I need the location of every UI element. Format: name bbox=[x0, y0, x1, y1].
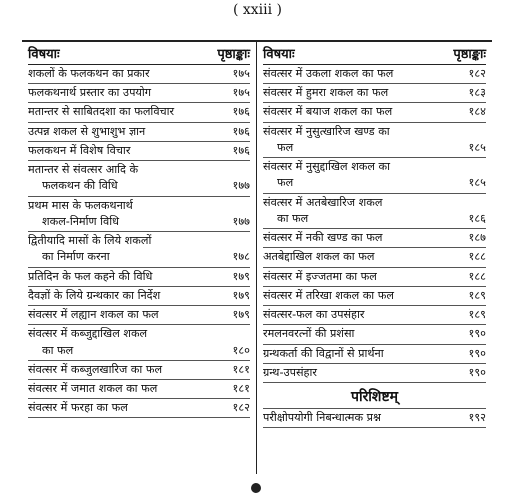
toc-entry-page: १९० bbox=[468, 327, 486, 341]
toc-entry-page: १७९ bbox=[232, 308, 250, 322]
toc-entry-title bbox=[263, 195, 446, 227]
toc-entry-line: संवत्सर में कब्जुद्दाखिल शकल bbox=[28, 327, 148, 341]
toc-entry-line: संवत्सर-फल का उपसंहार bbox=[263, 308, 365, 322]
toc-entry bbox=[263, 65, 486, 84]
toc-entry bbox=[28, 287, 250, 306]
toc-entry-title bbox=[28, 288, 210, 304]
toc-entry-line: संवत्सर में जमात शकल का फल bbox=[28, 381, 158, 395]
toc-entry-line: उत्पन्न शकल से शुभाशुभ ज्ञान bbox=[28, 124, 146, 138]
toc-entry bbox=[28, 325, 250, 360]
toc-entry-line: दैवज्ञों के लिये ग्रन्थकार का निर्देश bbox=[28, 288, 161, 302]
toc-entry bbox=[263, 103, 486, 122]
table-of-contents bbox=[22, 40, 492, 474]
toc-entry-title bbox=[263, 230, 446, 246]
toc-entry-page: १७५ bbox=[232, 86, 250, 100]
toc-entry-line: संवत्सर में उकला शकल का फल bbox=[263, 67, 394, 80]
toc-entry bbox=[28, 161, 250, 196]
toc-entry bbox=[28, 399, 250, 418]
toc-entry bbox=[263, 409, 486, 428]
toc-entry-line: रमलनवरत्नों की प्रशंसा bbox=[263, 327, 355, 341]
toc-entry-page: १७८ bbox=[232, 250, 250, 264]
toc-entry-page: १८७ bbox=[468, 231, 486, 245]
toc-left-list bbox=[28, 65, 250, 418]
toc-entry-page: १७६ bbox=[232, 124, 250, 138]
toc-entry-line: संवत्सर में हुमरा शकल का फल bbox=[263, 86, 389, 100]
toc-entry bbox=[28, 380, 250, 399]
toc-entry-line: शकलों के फलकथन का प्रकार bbox=[28, 67, 150, 80]
toc-entry bbox=[28, 123, 250, 142]
toc-entry-title bbox=[28, 400, 210, 416]
toc-entry-title bbox=[263, 326, 446, 342]
toc-entry-page: १८१ bbox=[232, 381, 250, 395]
toc-entry bbox=[28, 103, 250, 122]
toc-entry-line: शकल-निर्माण विधि bbox=[42, 214, 120, 228]
page-header: पृष्ठाङ्काः bbox=[453, 47, 486, 62]
toc-entry-title bbox=[28, 143, 210, 159]
toc-entry-page: १८८ bbox=[468, 269, 486, 283]
toc-entry-line: मतान्तर से संवत्सर आदि के bbox=[28, 163, 139, 177]
toc-entry-line: संवत्सर में नुसुत्खारिज खण्ड का bbox=[263, 124, 390, 138]
toc-entry-title bbox=[263, 269, 446, 285]
toc-entry-page: १८२ bbox=[232, 401, 250, 415]
toc-entry bbox=[28, 361, 250, 380]
toc-entry bbox=[263, 345, 486, 364]
subject-header: विषयाः bbox=[263, 47, 295, 62]
toc-entry-page: १७६ bbox=[232, 143, 250, 157]
toc-entry bbox=[263, 364, 486, 383]
toc-entry-title bbox=[263, 346, 446, 362]
appendix-list bbox=[263, 409, 486, 428]
toc-entry-line: फल bbox=[277, 176, 294, 190]
toc-entry-title bbox=[28, 326, 210, 358]
toc-left-column bbox=[22, 42, 257, 474]
toc-entry-page: १८० bbox=[232, 343, 250, 357]
toc-entry-line: ग्रन्थ-उपसंहार bbox=[263, 365, 317, 379]
toc-entry-page: १८५ bbox=[468, 140, 486, 154]
toc-entry-title bbox=[263, 307, 446, 323]
toc-entry bbox=[28, 197, 250, 232]
toc-entry bbox=[263, 229, 486, 248]
toc-entry-line: का निर्माण करना bbox=[42, 250, 110, 264]
toc-entry bbox=[263, 248, 486, 267]
toc-entry-line: का फल bbox=[277, 211, 309, 225]
toc-entry-line: फलकथन की विधि bbox=[42, 179, 118, 193]
toc-entry-line: फलकथनार्थ प्रस्तार का उपयोग bbox=[28, 86, 152, 100]
toc-entry-title bbox=[28, 85, 210, 101]
toc-entry-title bbox=[28, 269, 210, 285]
toc-entry bbox=[263, 268, 486, 287]
toc-entry-line: संवत्सर में फरहा का फल bbox=[28, 401, 128, 415]
toc-entry-page: १९० bbox=[468, 346, 486, 360]
toc-entry bbox=[263, 84, 486, 103]
toc-entry bbox=[263, 158, 486, 193]
toc-entry-page: १८३ bbox=[468, 86, 486, 100]
toc-entry-line: संवत्सर में तरिखा शकल का फल bbox=[263, 288, 394, 302]
toc-entry bbox=[263, 325, 486, 344]
toc-right-header bbox=[263, 42, 486, 65]
toc-entry-line: संवत्सर में कब्जुलखारिज का फल bbox=[28, 362, 163, 376]
toc-entry-page: १७९ bbox=[232, 269, 250, 283]
toc-entry-title bbox=[263, 249, 446, 265]
toc-entry-title bbox=[28, 124, 210, 140]
toc-entry-line: परीक्षोपयोगी निबन्धात्मक प्रश्न bbox=[263, 410, 381, 424]
toc-entry-line: संवत्सर में इज्जतमा का फल bbox=[263, 269, 377, 283]
toc-entry-line: द्वितीयादि मासों के लिये शकलों bbox=[28, 234, 152, 248]
toc-entry-page: १८१ bbox=[232, 362, 250, 376]
toc-entry-title bbox=[28, 381, 210, 397]
appendix-title: परिशिष्टम् bbox=[263, 383, 486, 409]
page-number: ( xxiii ) bbox=[232, 2, 283, 18]
toc-right-list bbox=[263, 65, 486, 383]
page-dot bbox=[251, 483, 261, 493]
toc-entry-page: १८५ bbox=[468, 176, 486, 190]
toc-entry-page: १९० bbox=[468, 365, 486, 379]
toc-entry-page: १८२ bbox=[468, 67, 486, 80]
toc-entry-line: ग्रन्थकर्ता की विद्वानों से प्रार्थना bbox=[263, 346, 384, 360]
toc-entry-title bbox=[263, 410, 446, 426]
toc-entry-title bbox=[28, 307, 210, 323]
toc-entry bbox=[263, 123, 486, 158]
toc-entry-title bbox=[28, 104, 210, 120]
toc-entry-line: प्रतिदिन के फल कहने की विधि bbox=[28, 269, 153, 283]
toc-entry-line: संवत्सर में अतबेखारिज शकल bbox=[263, 195, 383, 209]
toc-entry bbox=[28, 306, 250, 325]
toc-entry-title bbox=[263, 288, 446, 304]
toc-entry-page: १८४ bbox=[468, 105, 486, 119]
toc-entry-line: अतबेद्दाखिल शकल का फल bbox=[263, 250, 375, 264]
toc-entry-title bbox=[263, 365, 446, 381]
toc-entry-line: फल bbox=[277, 140, 294, 154]
toc-entry-page: १७६ bbox=[232, 105, 250, 119]
toc-entry bbox=[263, 306, 486, 325]
toc-entry-line: संवत्सर में लह्यान शकल का फल bbox=[28, 308, 159, 322]
toc-entry-title bbox=[263, 124, 446, 156]
toc-entry-line: संवत्सर में नुसुद्दाखिल शकल का bbox=[263, 160, 391, 174]
toc-entry-page: १७७ bbox=[232, 179, 250, 193]
toc-entry bbox=[28, 232, 250, 267]
toc-entry-page: १७९ bbox=[232, 288, 250, 302]
toc-entry-page: १८९ bbox=[468, 288, 486, 302]
toc-entry-title bbox=[28, 66, 210, 82]
toc-entry-title bbox=[28, 362, 210, 378]
toc-entry-page: १८८ bbox=[468, 250, 486, 264]
toc-entry bbox=[263, 194, 486, 229]
toc-entry-title bbox=[263, 85, 446, 101]
toc-entry-page: १८९ bbox=[468, 308, 486, 322]
toc-entry-line: प्रथम मास के फलकथनार्थ bbox=[28, 198, 133, 212]
toc-right-column bbox=[257, 42, 492, 474]
toc-entry-page: १७७ bbox=[232, 214, 250, 228]
subject-header: विषयाः bbox=[28, 47, 60, 62]
toc-entry-line: मतान्तर से साबितदशा का फलविचार bbox=[28, 105, 175, 119]
page-header: पृष्ठाङ्काः bbox=[217, 47, 250, 62]
toc-entry-page: १७५ bbox=[232, 67, 250, 80]
toc-entry-line: संवत्सर में बयाज शकल का फल bbox=[263, 105, 393, 119]
toc-entry bbox=[28, 84, 250, 103]
toc-entry bbox=[28, 142, 250, 161]
toc-entry-title bbox=[28, 162, 210, 194]
toc-left-header bbox=[28, 42, 250, 65]
toc-entry-line: का फल bbox=[42, 343, 74, 357]
toc-entry-page: १८६ bbox=[468, 211, 486, 225]
toc-entry-line: फलकथन में विशेष विचार bbox=[28, 143, 131, 157]
toc-entry-title bbox=[263, 66, 446, 82]
toc-entry-title bbox=[28, 198, 210, 230]
toc-entry bbox=[28, 268, 250, 287]
toc-entry-title bbox=[28, 233, 210, 265]
toc-entry-title bbox=[263, 104, 446, 120]
toc-entry bbox=[263, 287, 486, 306]
toc-entry-page: १९२ bbox=[468, 410, 486, 424]
toc-entry-title bbox=[263, 159, 446, 191]
toc-entry-line: संवत्सर में नकी खण्ड का फल bbox=[263, 231, 383, 245]
toc-entry bbox=[28, 65, 250, 84]
